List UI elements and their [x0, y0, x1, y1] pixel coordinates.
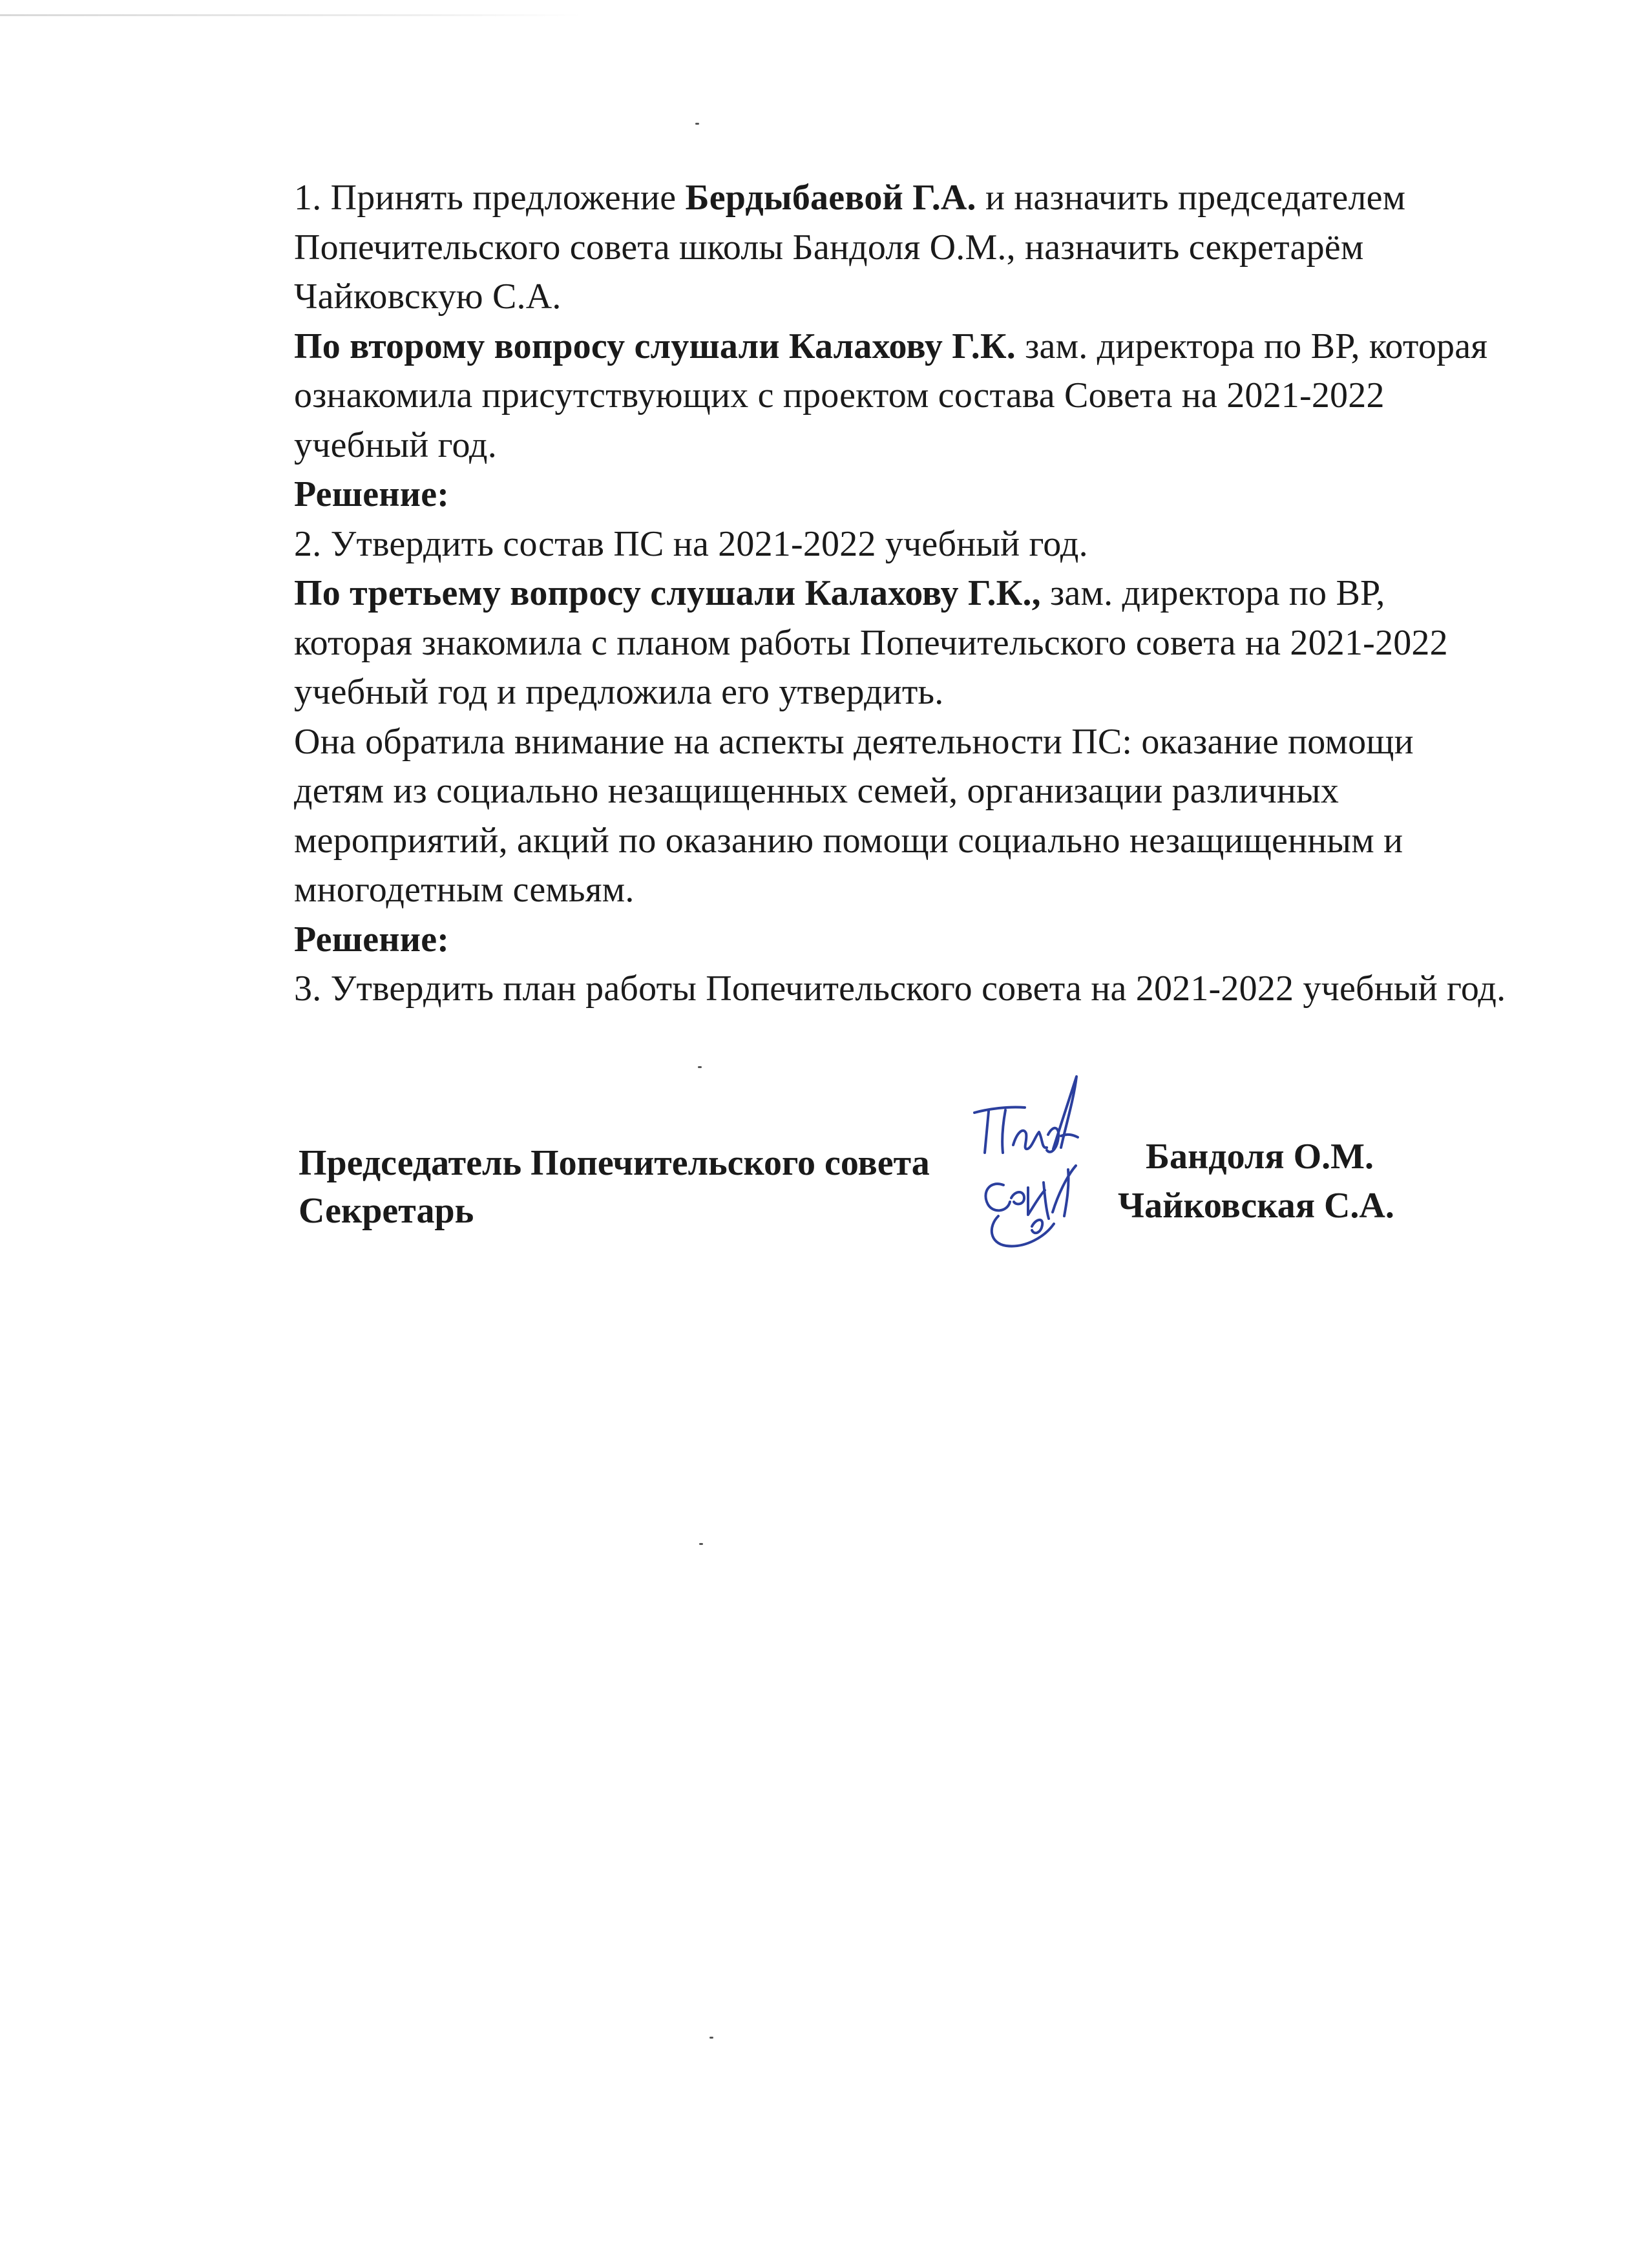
text-line: [294, 865, 1580, 915]
text-run: Она обратила внимание на аспекты деятельности ПС: оказание помощи: [294, 721, 1414, 762]
text-line: [294, 520, 1580, 569]
text-run: 3. Утвердить план работы Попечительского совета на 2021-2022 учебный год.: [294, 969, 1506, 1009]
scan-edge: [0, 14, 582, 16]
text-run: 1. Принять предложение: [294, 178, 686, 218]
scan-speck: [698, 1066, 702, 1068]
text-line: [294, 964, 1580, 1014]
bold-text: Бердыбаевой Г.А.: [685, 178, 976, 218]
scan-speck: [699, 1543, 703, 1545]
text-run: Попечительского совета школы Бандоля О.М., назначить секретарём: [294, 227, 1364, 268]
scan-speck: [695, 123, 699, 125]
chairman-signature-icon: [963, 1073, 1092, 1163]
bold-text: По третьему вопросу слушали Калахову Г.К.,: [294, 573, 1041, 613]
text-line: [294, 223, 1580, 273]
text-line: [294, 618, 1580, 668]
text-line: [294, 173, 1580, 223]
text-run: Чайковскую С.А.: [294, 277, 562, 317]
text-line: [294, 371, 1580, 421]
text-line: [294, 272, 1580, 322]
secretary-title: Секретарь: [299, 1191, 474, 1231]
text-line: [294, 766, 1580, 816]
secretary-signature-icon: [972, 1157, 1095, 1254]
text-line: [294, 717, 1580, 767]
text-run: зам. директора по ВР,: [1040, 573, 1385, 613]
text-run: детям из социально незащищенных семей, организации различных: [294, 771, 1339, 811]
text-run: учебный год.: [294, 425, 497, 465]
text-run: которая знакомила с планом работы Попечительского совета на 2021-2022: [294, 622, 1448, 663]
text-line: [294, 915, 1580, 965]
chairman-name: Бандоля О.М.: [1146, 1137, 1374, 1177]
bold-text: Решение:: [294, 919, 450, 960]
bold-text: Решение:: [294, 474, 450, 514]
chairman-title: Председатель Попечительского совета: [299, 1143, 930, 1183]
text-run: мероприятий, акций по оказанию помощи социально незащищенным и: [294, 820, 1403, 861]
text-run: и назначить председателем: [976, 178, 1406, 218]
text-run: учебный год и предложила его утвердить.: [294, 672, 944, 712]
text-run: зам. директора по ВР, которая: [1016, 326, 1488, 366]
text-line: [294, 470, 1580, 520]
scan-speck: [709, 2037, 713, 2039]
document-body: [294, 173, 1580, 1014]
text-line: [294, 816, 1580, 866]
secretary-name: Чайковская С.А.: [1118, 1186, 1394, 1226]
text-line: [294, 322, 1580, 372]
text-line: [294, 421, 1580, 470]
text-run: 2. Утвердить состав ПС на 2021-2022 учебный год.: [294, 523, 1088, 564]
text-line: [294, 667, 1580, 717]
text-run: многодетным семьям.: [294, 870, 635, 910]
bold-text: По второму вопросу слушали Калахову Г.К.: [294, 326, 1016, 366]
text-line: [294, 569, 1580, 618]
text-run: ознакомила присутствующих с проектом состава Совета на 2021-2022: [294, 375, 1385, 415]
